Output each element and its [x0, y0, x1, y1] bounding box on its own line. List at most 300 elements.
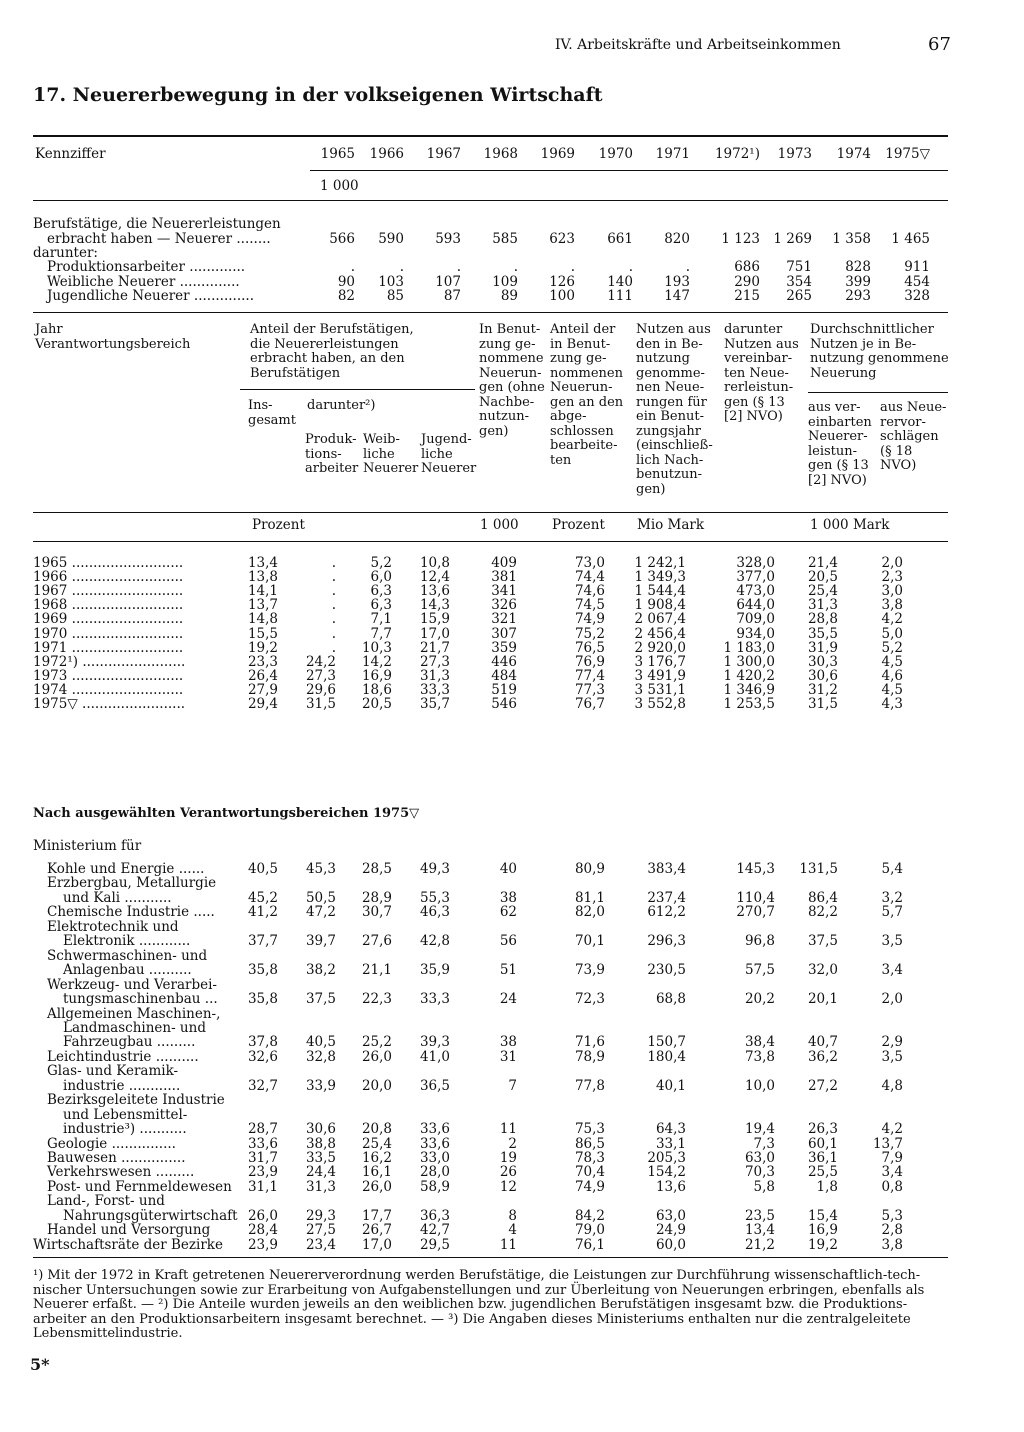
- year-header: 1972¹): [714, 146, 760, 162]
- table-cell: 21,4: [807, 555, 838, 571]
- col-header-vereinbarten: aus ver-: [808, 400, 861, 415]
- table-cell: 1 544,4: [634, 583, 686, 600]
- table-cell: 2,3: [881, 569, 903, 586]
- table-cell: 3,4: [881, 962, 903, 979]
- table-cell: 55,3: [419, 889, 450, 906]
- table-cell: 13,7: [872, 1135, 903, 1152]
- col-header-anteil-neuerungen: Anteil der: [550, 322, 616, 337]
- table-cell: 15,9: [419, 611, 450, 628]
- table-cell: 12: [499, 1178, 517, 1195]
- table-cell: 6,3: [370, 583, 392, 600]
- table-cell: 20,8: [361, 1121, 392, 1138]
- col-header-nutzen: rungen für: [636, 394, 707, 410]
- divider: [33, 312, 948, 313]
- col-header-vorschlaegen: (§ 18: [880, 443, 913, 459]
- col-header-anteil: Berufstätigen: [250, 365, 341, 381]
- table-cell: 32,0: [807, 962, 838, 979]
- col-header-jugendliche: Jugend-: [421, 432, 472, 447]
- table-cell: 4,8: [881, 1077, 903, 1094]
- table-cell: 74,9: [574, 611, 605, 628]
- year-row-label: 1966 ..........................: [33, 569, 184, 586]
- table-cell: 19,2: [807, 1236, 838, 1253]
- table-cell: 147: [664, 288, 690, 304]
- table-cell: 1 183,0: [723, 639, 775, 656]
- table-cell: 751: [786, 259, 812, 275]
- table-cell: 33,6: [419, 1135, 450, 1152]
- table-cell: 29,3: [305, 1207, 336, 1224]
- table-cell: 74,6: [574, 583, 605, 600]
- table-cell: 3,0: [881, 583, 903, 600]
- table-cell: 1 349,3: [634, 569, 686, 586]
- table-cell: 79,0: [574, 1222, 605, 1239]
- table-cell: 1 346,9: [723, 681, 775, 698]
- table-cell: 33,3: [419, 991, 450, 1008]
- table-cell: 39,7: [305, 933, 336, 950]
- col-header-benutzung: In Benut-: [479, 322, 541, 337]
- table-cell: 180,4: [647, 1048, 686, 1065]
- table-cell: 73,9: [574, 962, 605, 979]
- col-header-durchschnitt: Nutzen je in Be-: [810, 336, 917, 352]
- table-cell: 17,0: [361, 1236, 392, 1253]
- unit-label: 1 000: [480, 517, 519, 533]
- unit-label: Mio Mark: [637, 517, 705, 533]
- table-cell: 454: [904, 274, 930, 290]
- table-cell: 585: [492, 231, 518, 247]
- table-cell: 2: [508, 1135, 517, 1152]
- table-cell: 307: [491, 625, 517, 642]
- table-cell: 7: [508, 1077, 517, 1094]
- page-number: 67: [928, 34, 951, 55]
- page-title: 17. Neuererbewegung in der volkseigenen Wirtschaft: [33, 84, 603, 106]
- table-cell: 446: [491, 653, 517, 670]
- col-header-durchschnitt: nutzung genommene: [810, 351, 949, 366]
- table-cell: 38: [499, 1034, 517, 1051]
- col-header-vereinbarten: gen (§ 13: [808, 458, 869, 473]
- table-cell: 29,4: [247, 696, 278, 712]
- ministerium-label: Ministerium für: [33, 838, 142, 854]
- table-cell: 7,7: [370, 625, 392, 642]
- col-header-nutzen: Nutzen aus: [636, 322, 711, 337]
- table-cell: 77,8: [574, 1077, 605, 1094]
- col-header-anteil-neuerungen: ten: [550, 452, 572, 468]
- table-cell: 409: [491, 555, 517, 571]
- table-cell: 38: [499, 889, 517, 906]
- table-cell: 63,0: [744, 1150, 775, 1166]
- col-header-nutzen: zungsjahr: [636, 423, 701, 439]
- col-header-benutzung: gen (ohne: [479, 380, 545, 395]
- ministry-row-label: Chemische Industrie .....: [47, 904, 215, 921]
- year-header: 1966: [369, 146, 404, 162]
- year-header: 1974: [836, 146, 871, 162]
- table-cell: 20,0: [361, 1077, 392, 1094]
- col-header-nutzen: nutzung: [636, 351, 690, 366]
- table-cell: 7,9: [881, 1150, 903, 1166]
- table-cell: 32,6: [247, 1048, 278, 1065]
- col-header-nutzen: den in Be-: [636, 336, 703, 352]
- table-cell: 26,0: [247, 1207, 278, 1224]
- footnote-line: arbeiter an den Produktionsarbeitern insgesamt berechnet. — ³) Die Angaben dieses Ministeriums enthalten nur die zentralgeleitete: [33, 1311, 911, 1327]
- table-cell: 82,2: [807, 904, 838, 921]
- table-cell: 78,3: [574, 1150, 605, 1166]
- col-header-nutzen: (einschließ-: [636, 438, 713, 453]
- table-cell: 11: [499, 1121, 517, 1138]
- table-cell: 321: [491, 611, 517, 628]
- table-cell: 27,5: [305, 1222, 336, 1239]
- table-cell: 1 465: [891, 231, 930, 247]
- ministry-row-label: Erzbergbau, Metallurgie: [47, 875, 217, 892]
- table-cell: 56: [499, 933, 517, 950]
- table-cell: .: [331, 555, 336, 571]
- table-cell: 4,5: [881, 681, 903, 698]
- table-cell: 30,6: [305, 1121, 336, 1138]
- table-cell: 19,2: [247, 639, 278, 656]
- col-header-anteil: die Neuererleistungen: [250, 336, 399, 352]
- table-cell: 32,7: [247, 1077, 278, 1094]
- chapter-heading: IV. Arbeitskräfte und Arbeitseinkommen: [555, 37, 841, 53]
- table-cell: 16,9: [361, 667, 392, 684]
- year-header: 1968: [483, 146, 518, 162]
- table-cell: 5,2: [370, 555, 392, 571]
- table-cell: 4: [508, 1222, 517, 1239]
- table-cell: 36,3: [419, 1207, 450, 1224]
- table-cell: 31: [499, 1048, 517, 1065]
- table-cell: 17,7: [361, 1207, 392, 1224]
- table-cell: 63,0: [655, 1207, 686, 1224]
- table-cell: 82,0: [574, 904, 605, 921]
- table-cell: 35,8: [247, 962, 278, 979]
- table-cell: .: [399, 259, 404, 275]
- table-cell: 2 456,4: [634, 625, 686, 642]
- table-cell: 68,8: [655, 991, 686, 1008]
- col-header-produktionsarbeiter: arbeiter: [305, 461, 359, 476]
- table-cell: 14,1: [247, 583, 278, 600]
- table-cell: 82: [337, 288, 355, 304]
- table-cell: 623: [549, 231, 575, 247]
- table-cell: 26,7: [361, 1222, 392, 1239]
- table-cell: 75,2: [574, 625, 605, 642]
- col-header-vorschlaegen: aus Neue-: [880, 400, 947, 415]
- table-cell: 36,1: [807, 1150, 838, 1166]
- table-cell: 20,2: [744, 991, 775, 1008]
- col-header-durchschnitt: Neuerung: [810, 365, 877, 381]
- table-cell: 28,9: [361, 889, 392, 906]
- table-cell: 75,3: [574, 1121, 605, 1138]
- table-cell: 30,6: [807, 667, 838, 684]
- table-cell: 90: [337, 274, 355, 290]
- table-cell: 74,4: [574, 569, 605, 586]
- table-cell: 111: [607, 288, 633, 304]
- table-cell: 27,3: [305, 667, 336, 684]
- table-cell: 484: [491, 667, 517, 684]
- table-cell: 33,3: [419, 681, 450, 698]
- table-cell: 86,5: [574, 1135, 605, 1152]
- table-cell: 13,6: [419, 583, 450, 600]
- col-header-vorschlaegen: NVO): [880, 458, 917, 473]
- col-header-anteil-neuerungen: nommenen: [550, 365, 623, 381]
- footnote-line: ¹) Mit der 1972 in Kraft getretenen Neuererverordnung werden Berufstätige, die Leistungen zur Durchführung wissenschaftlich-tech-: [33, 1268, 921, 1283]
- table-cell: 230,5: [647, 962, 686, 979]
- table-cell: .: [331, 639, 336, 656]
- table-cell: 270,7: [736, 904, 775, 921]
- table-cell: 47,2: [305, 904, 336, 921]
- year-header: 1970: [598, 146, 633, 162]
- table-cell: 4,6: [881, 667, 903, 684]
- col-header-anteil-neuerungen: gen an den: [550, 394, 624, 410]
- ministry-row-label: Leichtindustrie ..........: [47, 1048, 199, 1065]
- table-cell: 96,8: [744, 933, 775, 950]
- table-cell: 27,9: [247, 681, 278, 698]
- year-header: 1975▽: [885, 146, 930, 162]
- col-header-benutzung: nommene: [479, 351, 544, 366]
- table-cell: 80,9: [574, 861, 605, 877]
- table-cell: 5,4: [881, 861, 903, 877]
- table-cell: 237,4: [647, 889, 686, 906]
- ministry-row-label: Werkzeug- und Verarbei-: [47, 976, 217, 993]
- table-cell: .: [628, 259, 633, 275]
- col-header-darunter-nutzen: vereinbar-: [724, 351, 793, 366]
- table-cell: 64,3: [655, 1121, 686, 1138]
- table-cell: 13,6: [655, 1178, 686, 1195]
- col-header-nutzen: genomme-: [636, 365, 705, 381]
- ministry-row-label: industrie³) ...........: [63, 1121, 187, 1138]
- col-header-darunter-nutzen: Nutzen aus: [724, 336, 799, 352]
- col-header-anteil-neuerungen: schlossen: [550, 423, 614, 439]
- row-label: Berufstätige, die Neuererleistungen: [33, 216, 281, 232]
- table-cell: 686: [734, 259, 760, 275]
- table-cell: 10,3: [361, 639, 392, 656]
- table-cell: 6,0: [370, 569, 392, 586]
- table-cell: 30,3: [807, 653, 838, 670]
- table-cell: 205,3: [647, 1150, 686, 1166]
- table-cell: 23,5: [744, 1207, 775, 1224]
- table-cell: 21,2: [744, 1236, 775, 1253]
- table-cell: 37,5: [807, 933, 838, 950]
- year-row-label: 1972¹) ........................: [33, 653, 186, 670]
- table-cell: 33,0: [419, 1150, 450, 1166]
- table-cell: 193: [664, 274, 690, 290]
- table-cell: 57,5: [744, 962, 775, 979]
- table-cell: 18,6: [361, 681, 392, 698]
- table-cell: 290: [734, 274, 760, 290]
- col-header-benutzung: Neuerun-: [479, 365, 542, 381]
- table-cell: 19,4: [744, 1121, 775, 1138]
- table-cell: 33,6: [419, 1121, 450, 1138]
- col-header-anteil-neuerungen: bearbeite-: [550, 438, 618, 453]
- table-cell: 33,6: [247, 1135, 278, 1152]
- table-cell: 73,8: [744, 1048, 775, 1065]
- table-cell: 24,2: [305, 653, 336, 670]
- col-header-nutzen: nen Neue-: [636, 380, 705, 395]
- table-cell: 15,5: [247, 625, 278, 642]
- divider: [808, 392, 948, 393]
- unit-label: Prozent: [252, 517, 305, 533]
- footnote-line: Neuerer erfaßt. — ²) Die Anteile wurden jeweils an den weiblichen bzw. jugendlichen Berufstätigen insgesamt bzw. die Produktions-: [33, 1297, 908, 1313]
- table-cell: 8: [508, 1207, 517, 1224]
- table-cell: 5,0: [881, 625, 903, 642]
- table-cell: 3,8: [881, 1236, 903, 1253]
- table-cell: 612,2: [647, 904, 686, 921]
- table-cell: 27,3: [419, 653, 450, 670]
- table-cell: 20,5: [807, 569, 838, 586]
- table-cell: 13,4: [744, 1222, 775, 1239]
- table-cell: 86,4: [807, 889, 838, 906]
- col-header-jahr: Jahr: [35, 322, 63, 337]
- table-cell: 71,6: [574, 1034, 605, 1051]
- table-cell: 154,2: [647, 1164, 686, 1181]
- table-cell: 31,3: [419, 667, 450, 684]
- table-cell: 81,1: [574, 889, 605, 906]
- table-cell: 60,1: [807, 1135, 838, 1152]
- table-cell: 31,9: [807, 639, 838, 656]
- table-cell: 26,0: [361, 1048, 392, 1065]
- table-cell: 33,5: [305, 1150, 336, 1166]
- table-cell: 25,4: [807, 583, 838, 600]
- table-cell: 76,5: [574, 639, 605, 656]
- ministry-row-label: Verkehrswesen .........: [47, 1164, 195, 1181]
- col-header-vereinbarten: Neuerer-: [808, 429, 868, 444]
- table-cell: 23,3: [247, 653, 278, 670]
- table-cell: 87: [443, 288, 461, 304]
- table-cell: 2 920,0: [634, 639, 686, 656]
- col-header-vereinbarten: einbarten: [808, 414, 872, 430]
- table-cell: .: [331, 597, 336, 614]
- table-cell: 33,9: [305, 1077, 336, 1094]
- table-cell: 4,2: [881, 611, 903, 628]
- table-cell: 328,0: [736, 555, 775, 571]
- table-cell: 828: [845, 259, 871, 275]
- row-label: Weibliche Neuerer ..............: [47, 274, 240, 290]
- unit-label: Prozent: [552, 517, 605, 533]
- col-header-anteil-neuerungen: Neuerun-: [550, 380, 613, 395]
- table-cell: 70,3: [744, 1164, 775, 1181]
- col-header-weibliche: Neuerer: [363, 461, 419, 476]
- table-cell: 35,5: [807, 625, 838, 642]
- divider: [33, 135, 948, 137]
- table-cell: 45,3: [305, 861, 336, 877]
- table-cell: 145,3: [736, 861, 775, 877]
- table-cell: 60,0: [655, 1236, 686, 1253]
- col-header-darunter-nutzen: ten Neue-: [724, 365, 789, 381]
- table-cell: 15,4: [807, 1207, 838, 1224]
- table-cell: 74,9: [574, 1178, 605, 1195]
- table-cell: 1 253,5: [723, 696, 775, 712]
- table-cell: 14,8: [247, 611, 278, 628]
- table-cell: 140: [607, 274, 633, 290]
- year-row-label: 1973 ..........................: [33, 667, 184, 684]
- table-cell: 35,8: [247, 991, 278, 1008]
- table-cell: 50,5: [305, 889, 336, 906]
- row-label: darunter:: [33, 245, 98, 261]
- table-cell: 78,9: [574, 1048, 605, 1065]
- table-cell: 38,4: [744, 1034, 775, 1051]
- ministry-row-label: Elektrotechnik und: [47, 918, 179, 935]
- table-cell: 590: [378, 231, 404, 247]
- table-cell: 7,1: [370, 611, 392, 628]
- table-cell: 70,1: [574, 933, 605, 950]
- table-cell: 35,7: [419, 696, 450, 712]
- table-cell: .: [331, 569, 336, 586]
- table-cell: 28,0: [419, 1164, 450, 1181]
- table-cell: 17,0: [419, 625, 450, 642]
- table-cell: 3 552,8: [634, 696, 686, 712]
- table-cell: 1 123: [721, 231, 760, 247]
- table-cell: 74,5: [574, 597, 605, 614]
- col-header-jugendliche: Neuerer: [421, 461, 477, 476]
- table-cell: 42,8: [419, 933, 450, 950]
- table-cell: 29,6: [305, 681, 336, 698]
- table-cell: 36,2: [807, 1048, 838, 1065]
- ministry-row-label: Bauwesen ...............: [47, 1150, 186, 1166]
- table-cell: 21,1: [361, 962, 392, 979]
- col-header-vorschlaegen: rervor-: [880, 414, 926, 430]
- table-cell: 29,5: [419, 1236, 450, 1253]
- col-header-vereinbarten: leistun-: [808, 443, 858, 459]
- table-cell: 76,7: [574, 696, 605, 712]
- table-cell: 2,9: [881, 1034, 903, 1051]
- table-cell: 359: [491, 639, 517, 656]
- table-cell: 4,3: [881, 696, 903, 712]
- row-label: Jugendliche Neuerer ..............: [47, 288, 254, 304]
- col-header-weibliche: liche: [363, 446, 395, 462]
- table-cell: 5,7: [881, 904, 903, 921]
- table-cell: 12,4: [419, 569, 450, 586]
- year-row-label: 1967 ..........................: [33, 583, 184, 600]
- table-cell: 16,1: [361, 1164, 392, 1181]
- table-cell: 28,5: [361, 861, 392, 877]
- table-cell: 24,9: [655, 1222, 686, 1239]
- col-header-anteil: erbracht haben, an den: [250, 351, 405, 366]
- kennziffer-label: Kennziffer: [35, 146, 106, 162]
- table-cell: 28,8: [807, 611, 838, 628]
- table-cell: 27,6: [361, 933, 392, 950]
- table-cell: 3,4: [881, 1164, 903, 1181]
- table-cell: 1 300,0: [723, 653, 775, 670]
- col-header-nutzen: ein Benut-: [636, 409, 704, 424]
- table-cell: 62: [499, 904, 517, 921]
- table-cell: 2,8: [881, 1222, 903, 1239]
- ministry-row-label: tungsmaschinenbau ...: [63, 991, 218, 1008]
- table-cell: 20,1: [807, 991, 838, 1008]
- table-cell: 22,3: [361, 991, 392, 1008]
- col-header-benutzung: Nachbe-: [479, 394, 535, 410]
- ministry-row-label: Land-, Forst- und: [47, 1193, 165, 1210]
- table-cell: 3,8: [881, 597, 903, 614]
- table-cell: 37,7: [247, 933, 278, 950]
- table-cell: 110,4: [736, 889, 775, 906]
- table-cell: 26,3: [807, 1121, 838, 1138]
- table-cell: 46,3: [419, 904, 450, 921]
- table-cell: 328: [904, 288, 930, 304]
- table-cell: 661: [607, 231, 633, 247]
- table-cell: 28,7: [247, 1121, 278, 1138]
- table-cell: 10,8: [419, 555, 450, 571]
- year-row-label: 1974 ..........................: [33, 681, 184, 698]
- col-header-insgesamt: gesamt: [248, 412, 296, 428]
- footnote-line: Lebensmittelindustrie.: [33, 1326, 183, 1342]
- ministry-row-label: Schwermaschinen- und: [47, 947, 208, 964]
- table-cell: 58,9: [419, 1178, 450, 1195]
- year-row-label: 1971 ..........................: [33, 639, 184, 656]
- year-header: 1965: [320, 146, 355, 162]
- table-cell: 5,8: [753, 1178, 775, 1195]
- table-cell: 26,4: [247, 667, 278, 684]
- table-cell: 14,3: [419, 597, 450, 614]
- divider: [33, 541, 948, 542]
- table-cell: 126: [549, 274, 575, 290]
- table-cell: 109: [492, 274, 518, 290]
- table-cell: 40,7: [807, 1034, 838, 1051]
- table-cell: 76,9: [574, 653, 605, 670]
